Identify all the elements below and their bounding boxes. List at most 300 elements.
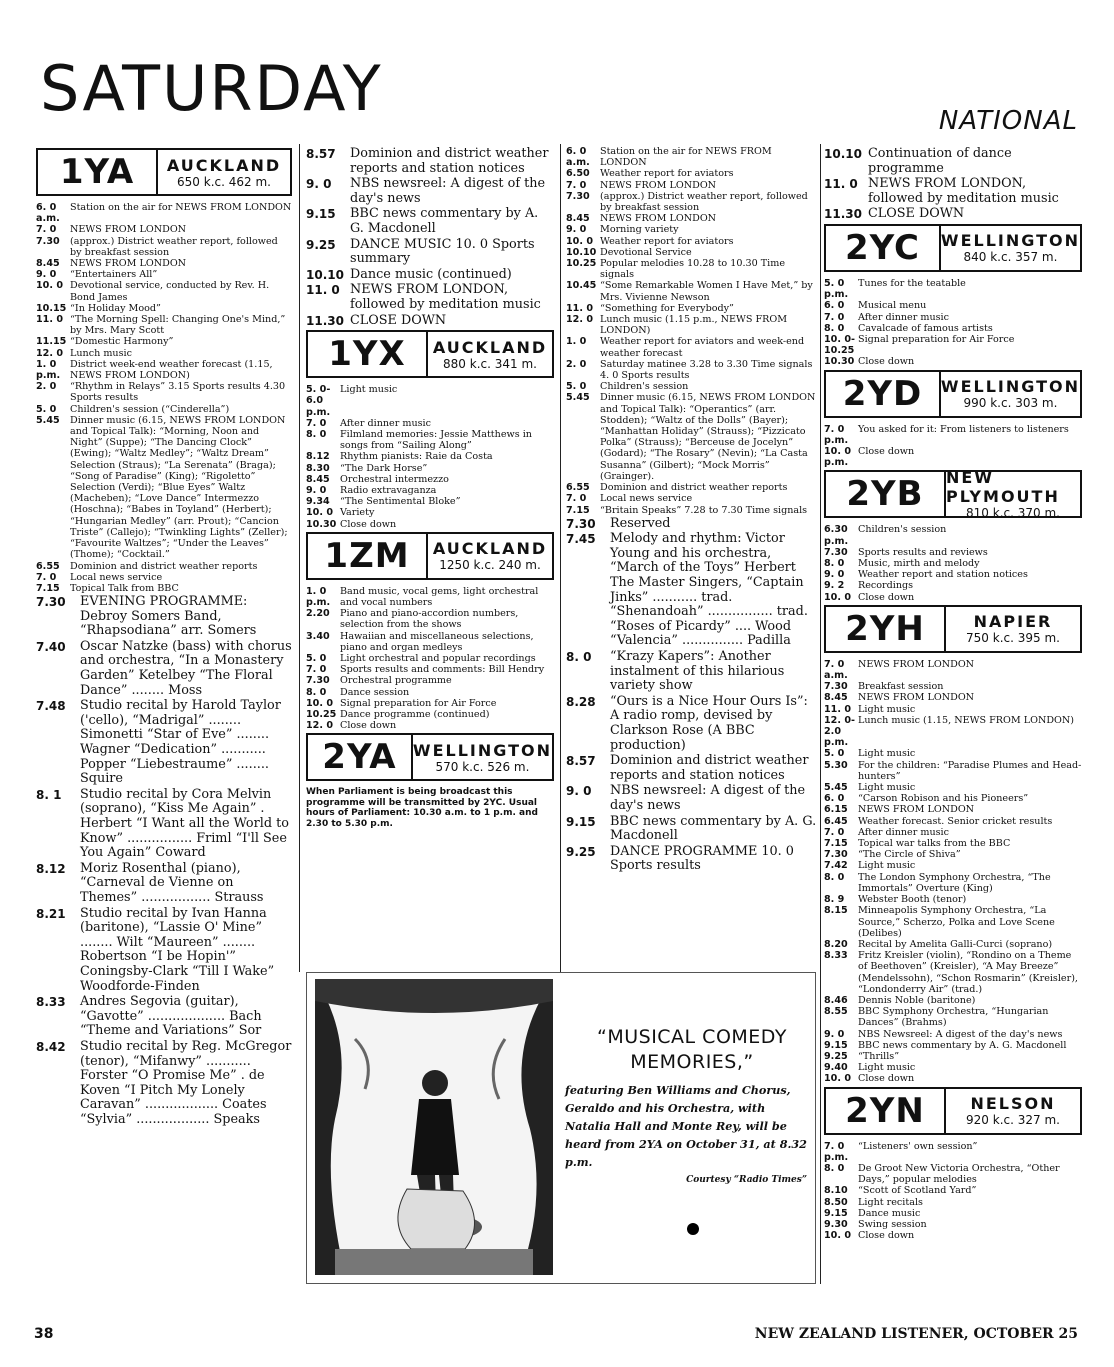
- programme-title: Light music: [340, 384, 398, 396]
- programme-item: [566, 314, 818, 336]
- programme-title: Studio recital by Cora Melvin (soprano), “Kiss Me Again” . Herbert “I Want all the World to Know” ................ Friml “I'll See You Again” Coward: [80, 786, 289, 861]
- programme-time: 6.55: [36, 560, 60, 572]
- programme-item: [824, 1163, 1082, 1185]
- programme-item: [306, 485, 554, 496]
- programme-item: [824, 1051, 1082, 1062]
- programme-item: [566, 224, 818, 235]
- programme-title: Signal preparation for Air Force: [858, 333, 1015, 345]
- programme-time: 12. 0: [306, 720, 334, 732]
- programme-time: 7. 0 p.m.: [824, 1140, 849, 1163]
- programme-title: NEWS FROM LONDON: [858, 804, 975, 816]
- column-divider: [820, 144, 821, 1284]
- programme-title: Recital by Amelita Galli-Curci (soprano): [858, 938, 1053, 950]
- programme-item: [306, 238, 554, 267]
- station-header-2yc: [824, 224, 1082, 272]
- programme-time: 7.45: [566, 532, 596, 547]
- station-frequency: 920 k.c. 327 m.: [966, 1113, 1060, 1128]
- network-label: NATIONAL: [938, 106, 1078, 136]
- programme-title: “Some Remarkable Women I Have Met,” by Mrs. Vivienne Newson: [600, 280, 813, 303]
- programme-time: 8.57: [306, 147, 336, 161]
- programme-title: Variety: [340, 507, 375, 519]
- programme-list: [824, 424, 1082, 469]
- programme-time: 9. 0: [566, 224, 587, 236]
- programme-time: 7.15: [36, 582, 60, 594]
- programme-title: NEWS FROM LONDON: [70, 224, 187, 236]
- programme-time: 2. 0: [36, 381, 57, 393]
- programme-item: [306, 664, 554, 675]
- programme-title: NBS newsreel: A digest of the day's news: [350, 176, 546, 206]
- programme-title: Dominion and district weather reports: [600, 482, 788, 494]
- programme-item: [566, 845, 818, 874]
- programme-title: Reserved: [610, 515, 671, 531]
- programme-title: Piano and piano-accordion numbers, selection from the shows: [340, 608, 519, 631]
- programme-title: Weather forecast. Senior cricket results: [858, 815, 1053, 827]
- programme-item: [824, 592, 1082, 603]
- programme-time: 8.33: [824, 950, 848, 962]
- programme-time: 7. 0: [36, 571, 57, 583]
- programme-title: BBC news commentary by A. G. Macdonell: [350, 206, 539, 236]
- station-logo: 2YN: [826, 1089, 946, 1133]
- programme-item: [824, 704, 1082, 715]
- programme-item: [824, 446, 1082, 468]
- programme-title: “The Circle of Shiva”: [858, 849, 961, 861]
- programme-item: [824, 1219, 1082, 1230]
- station-header-1zm: [306, 532, 554, 580]
- station-logo: 2YB: [826, 472, 946, 516]
- programme-list: [36, 595, 292, 1127]
- programme-title: Swing session: [858, 1218, 927, 1230]
- programme-time: 8.55: [824, 1006, 848, 1018]
- programme-item: [306, 451, 554, 462]
- programme-time: 5.45: [566, 392, 590, 404]
- programme-item: [306, 418, 554, 429]
- programme-item: [824, 1062, 1082, 1073]
- programme-time: 11. 0: [36, 314, 64, 326]
- programme-item: [566, 815, 818, 844]
- programme-item: [36, 258, 292, 269]
- programme-item: [824, 1230, 1082, 1241]
- programme-time: 6.50: [566, 168, 590, 180]
- programme-time: 10. 0: [36, 280, 64, 292]
- station-frequency: 750 k.c. 395 m.: [966, 631, 1060, 646]
- programme-item: [824, 659, 1082, 681]
- programme-time: 8.10: [824, 1185, 848, 1197]
- programme-item: [306, 507, 554, 518]
- programme-time: 12. 0: [566, 314, 594, 326]
- programme-time: 9. 0: [36, 269, 57, 281]
- programme-title: Sports results and reviews: [858, 546, 988, 558]
- programme-time: 1. 0 p.m.: [306, 585, 331, 608]
- programme-time: 9.30: [824, 1218, 848, 1230]
- programme-item: [36, 415, 292, 561]
- programme-time: 8.45: [566, 213, 590, 225]
- programme-time: 9.15: [824, 1207, 848, 1219]
- programme-item: [306, 147, 554, 176]
- programme-time: 8.45: [306, 473, 330, 485]
- programme-list: [566, 146, 818, 516]
- programme-time: 10.10: [306, 267, 344, 282]
- programme-time: 9. 0: [566, 784, 592, 799]
- programme-title: District week-end weather forecast (1.15, NEWS FROM LONDON): [70, 358, 273, 382]
- programme-time: 10. 0 p.m.: [824, 446, 852, 469]
- programme-title: Recordings: [858, 580, 914, 592]
- programme-time: 1. 0: [566, 336, 587, 348]
- programme-time: 5. 0: [566, 381, 587, 393]
- programme-time: 6. 0 a.m.: [566, 146, 590, 169]
- programme-item: [824, 1073, 1082, 1084]
- station-header-2yb: [824, 468, 1082, 521]
- programme-time: 10.30: [824, 356, 855, 368]
- programme-item: [566, 359, 818, 381]
- programme-item: [36, 572, 292, 583]
- programme-title: Topical war talks from the BBC: [858, 838, 1011, 850]
- programme-item: [566, 505, 818, 516]
- programme-time: 11. 0: [306, 283, 340, 298]
- programme-title: Musical menu: [858, 300, 927, 312]
- programme-time: 7. 0: [306, 664, 327, 676]
- programme-title: Local news service: [600, 493, 693, 505]
- programme-item: [566, 213, 818, 224]
- programme-item: [36, 303, 292, 314]
- programme-item: [566, 303, 818, 314]
- programme-title: Dominion and district weather reports and station notices: [610, 753, 809, 783]
- programme-title: BBC news commentary by A. G. Macdonell: [610, 813, 817, 844]
- programme-time: 6. 0: [824, 300, 845, 312]
- programme-time: 10.10: [566, 246, 597, 258]
- programme-item: [824, 300, 1082, 311]
- programme-title: Light music: [858, 748, 916, 760]
- programme-item: [824, 894, 1082, 905]
- programme-item: [824, 558, 1082, 569]
- programme-item: [824, 1040, 1082, 1051]
- programme-time: 5. 0: [306, 652, 327, 664]
- programme-item: [824, 872, 1082, 894]
- programme-title: Station on the air for NEWS FROM LONDON: [600, 146, 772, 169]
- programme-item: [566, 381, 818, 392]
- programme-title: Moriz Rosenthal (piano), “Carneval de Vienne on Themes” ................. Strauss: [80, 860, 264, 905]
- programme-item: [566, 392, 818, 482]
- programme-time: 11.15: [36, 336, 67, 348]
- programme-time: 7. 0: [566, 179, 587, 191]
- station-city: WELLINGTON: [940, 377, 1080, 397]
- programme-item: [824, 312, 1082, 323]
- programme-time: 5.45: [36, 414, 60, 426]
- programme-title: (approx.) District weather report, followed by breakfast session: [600, 190, 808, 214]
- programme-list: [824, 659, 1082, 1085]
- programme-title: DANCE MUSIC 10. 0 Sports summary: [350, 236, 535, 267]
- programme-time: 9.15: [306, 207, 336, 222]
- programme-list: [824, 278, 1082, 368]
- programme-time: 10.25: [306, 709, 337, 720]
- programme-time: 8. 0: [306, 428, 327, 440]
- programme-list: [36, 202, 292, 594]
- programme-item: [566, 146, 818, 168]
- programme-title: Close down: [858, 1073, 915, 1085]
- programme-title: For the children: “Paradise Plumes and Head-hunters”: [858, 759, 1082, 782]
- programme-title: “The Morning Spell: Changing One's Mind,” by Mrs. Mary Scott: [70, 314, 286, 337]
- programme-time: 8. 9: [824, 894, 845, 906]
- programme-time: 7.30: [36, 235, 60, 247]
- programme-title: Close down: [858, 356, 915, 368]
- programme-title: Tunes for the teatable: [858, 277, 966, 289]
- programme-title: Orchestral programme: [340, 675, 452, 687]
- programme-item: [824, 147, 1082, 176]
- programme-title: Devotional Service: [600, 246, 692, 258]
- programme-time: 8.33: [36, 995, 66, 1010]
- programme-time: 11. 0: [824, 703, 852, 715]
- programme-title: “Thrills”: [858, 1050, 900, 1062]
- programme-title: Dinner music (6.15, NEWS FROM LONDON and Topical Talk): “Operantics” (arr. Stodden); “Waltz of the Dolls” (Bayer); “Manhattan Holiday” (Strauss); “Pizzicato Polka” (Strauss); “Berceuse de Jocelyn” (Godard); “The Rosary” (Nevin); “La Casta Susanna” (Gilbert); “Mock Morris” (Grainger).: [600, 392, 816, 482]
- illustration: [315, 979, 553, 1275]
- programme-title: Devotional service, conducted by Rev. H. Bond James: [70, 280, 270, 303]
- programme-item: [306, 608, 554, 630]
- programme-time: 6. 0: [824, 793, 845, 805]
- programme-title: Band music, vocal gems, light orchestral and vocal numbers: [340, 585, 539, 608]
- station-header-2yh: [824, 605, 1082, 653]
- programme-item: [566, 754, 818, 783]
- programme-item: [824, 838, 1082, 849]
- bullet-dot: [687, 1223, 699, 1235]
- programme-time: 10. 0: [306, 507, 334, 519]
- programme-title: Dominion and district weather reports: [70, 560, 258, 572]
- programme-item: [824, 816, 1082, 827]
- programme-item: [824, 207, 1082, 222]
- programme-title: NEWS FROM LONDON, followed by meditation music: [868, 176, 1059, 206]
- station-frequency: 1250 k.c. 240 m.: [439, 558, 541, 573]
- programme-title: Local news service: [70, 571, 163, 583]
- programme-time: 5.45: [824, 782, 848, 794]
- programme-time: 6. 0 a.m.: [36, 202, 60, 225]
- programme-item: [824, 748, 1082, 759]
- programme-time: 7.30: [566, 190, 590, 202]
- programme-time: 5. 0-6.0 p.m.: [306, 384, 331, 418]
- programme-time: 8.45: [824, 692, 848, 704]
- programme-title: “Britain Speaks” 7.28 to 7.30 Time signals: [600, 504, 808, 516]
- programme-item: [36, 640, 292, 698]
- programme-time: 9. 2: [824, 580, 845, 592]
- programme-item: [306, 429, 554, 451]
- programme-time: 10.10: [824, 147, 862, 161]
- programme-item: [306, 207, 554, 236]
- programme-list: [566, 517, 818, 874]
- programme-time: 10. 0: [566, 235, 594, 247]
- programme-title: Close down: [858, 1230, 915, 1242]
- station-frequency: 570 k.c. 526 m.: [435, 759, 530, 774]
- programme-time: 8. 0: [824, 322, 845, 334]
- programme-item: [36, 995, 292, 1039]
- programme-item: [306, 268, 554, 283]
- programme-title: After dinner music: [858, 826, 949, 838]
- programme-item: [306, 474, 554, 485]
- programme-title: After dinner music: [858, 311, 949, 323]
- programme-time: 8.21: [36, 906, 66, 921]
- station-logo: 2YA: [308, 735, 413, 779]
- programme-item: [306, 314, 554, 329]
- programme-title: “Rhythm in Relays” 3.15 Sports results 4.30 Sports results: [70, 381, 286, 404]
- programme-item: [824, 547, 1082, 558]
- programme-time: 8. 0: [824, 1162, 845, 1174]
- programme-item: [824, 323, 1082, 334]
- programme-title: Minneapolis Symphony Orchestra, “La Source,” Scherzo, Polka and Love Scene (Delibes): [858, 905, 1055, 939]
- programme-time: 7.40: [36, 639, 66, 654]
- programme-item: [566, 532, 818, 649]
- station-city: WELLINGTON: [412, 740, 552, 760]
- programme-title: Light music: [858, 782, 916, 794]
- programme-list: [824, 1141, 1082, 1242]
- programme-time: 12. 0: [36, 347, 64, 359]
- programme-title: Light orchestral and popular recordings: [340, 652, 536, 664]
- programme-title: “In Holiday Mood”: [70, 302, 161, 314]
- programme-list: [306, 147, 554, 328]
- programme-time: 7.30: [824, 546, 848, 558]
- programme-title: CLOSE DOWN: [868, 206, 965, 222]
- programme-title: Hawaiian and miscellaneous selections, piano and organ medleys: [340, 630, 534, 653]
- programme-time: 9. 0: [824, 569, 845, 581]
- parliament-note: When Parliament is being broadcast this programme will be transmitted by 2YC. Usual hours of Parliament: 10.30 a.m. to 1 p.m. and 2.30 to 5.30 p.m.: [306, 787, 538, 829]
- programme-time: 5. 0 p.m.: [824, 277, 849, 301]
- programme-time: 8. 0: [566, 650, 592, 665]
- programme-title: Music, mirth and melody: [858, 558, 980, 570]
- programme-item: [824, 827, 1082, 838]
- programme-time: 8.57: [566, 754, 596, 769]
- programme-time: 7.30: [824, 849, 848, 861]
- programme-item: [566, 258, 818, 280]
- programme-item: [306, 698, 554, 709]
- programme-time: 6.30 p.m.: [824, 524, 849, 547]
- programme-title: Melody and rhythm: Victor Young and his orchestra, “March of the Toys” Herbert The Master Singers, “Captain Jinks” ........... trad. “Shenandoah” ................ trad. “Roses of Picardy” .... Wood “Valencia” ............... Padilla: [610, 531, 808, 649]
- programme-time: 10. 0-10.25: [824, 333, 855, 357]
- programme-item: [36, 236, 292, 258]
- station-frequency: 810 k.c. 370 m.: [966, 506, 1060, 521]
- programme-title: NEWS FROM LONDON: [600, 213, 717, 225]
- column-divider: [299, 144, 300, 972]
- programme-title: BBC Symphony Orchestra, “Hungarian Dances” (Brahms): [858, 1006, 1049, 1029]
- station-logo: 1ZM: [308, 534, 428, 578]
- programme-item: [306, 720, 554, 731]
- programme-item: [36, 269, 292, 280]
- station-city: NEW PLYMOUTH: [946, 468, 1060, 507]
- column-divider: [560, 144, 561, 972]
- programme-title: “Scott of Scotland Yard”: [858, 1185, 977, 1197]
- programme-item: [824, 334, 1082, 356]
- programme-title: Sports results and comments: Bill Hendry: [340, 664, 545, 676]
- programme-item: [824, 1141, 1082, 1163]
- programme-title: Breakfast session: [858, 681, 944, 693]
- programme-title: CLOSE DOWN: [350, 312, 447, 328]
- programme-title: Light music: [858, 1062, 916, 1074]
- programme-title: Station on the air for NEWS FROM LONDON: [70, 202, 292, 213]
- station-header-2yn: [824, 1087, 1082, 1135]
- programme-item: [306, 177, 554, 206]
- programme-item: [306, 384, 554, 418]
- programme-time: 7. 0: [824, 826, 845, 838]
- programme-title: Weather report for aviators and week-end weather forecast: [600, 336, 805, 359]
- programme-title: Rhythm pianists: Raie da Costa: [340, 451, 493, 463]
- programme-item: [824, 681, 1082, 692]
- programme-title: Dance session: [340, 686, 410, 698]
- station-city: AUCKLAND: [432, 337, 548, 357]
- programme-item: [566, 280, 818, 302]
- programme-time: 6.15: [824, 804, 848, 816]
- programme-time: 7. 0: [306, 417, 327, 429]
- programme-title: Dinner music (6.15, NEWS FROM LONDON and Topical Talk): “Morning, Noon and Night” (Suppe); “The Dancing Clock” (Ewing); “Waltz Medley”; “Waltz Dream” Selection (Straus); “La Serenata” (Braga); “Song of Paradise” (King); “Rigoletto” Selection (Verdi); “Blue Eyes” Waltz (Macheben); “Love Dance” Intermezzo (Hoschna); “Babes in Toyland” (Herbert); “Hungarian Medley” (arr. Prout); “Cancion Triste” (Callejo); “Twinkling Lights” (Zeller); “Favourite Waltzes”; “Under the Leaves” (Thome); “Cocktail.”: [70, 414, 288, 561]
- programme-time: 5.30: [824, 759, 848, 771]
- programme-title: “Something for Everybody”: [600, 302, 734, 314]
- programme-time: 10.45: [566, 280, 597, 292]
- programme-title: Dance programme (continued): [340, 709, 490, 720]
- station-header-2yd: [824, 370, 1082, 418]
- programme-time: 9.40: [824, 1062, 848, 1074]
- programme-time: 11. 0: [566, 302, 594, 314]
- station-logo: 2YC: [826, 226, 941, 270]
- programme-item: [306, 687, 554, 698]
- programme-item: [306, 653, 554, 664]
- programme-title: Weather report and station notices: [858, 569, 1028, 581]
- station-logo: 2YH: [826, 607, 946, 651]
- programme-title: De Groot New Victoria Orchestra, “Other Days,” popular melodies: [858, 1162, 1060, 1186]
- programme-item: [824, 524, 1082, 546]
- programme-item: [36, 314, 292, 336]
- programme-item: [566, 191, 818, 213]
- programme-title: Andres Segovia (guitar), “Gavotte” ................... Bach “Theme and Variations” Sor: [80, 994, 262, 1039]
- programme-time: 8.12: [36, 861, 66, 876]
- page-title: SATURDAY: [40, 52, 383, 125]
- programme-time: 7.30: [36, 595, 66, 610]
- programme-time: 7.30: [566, 516, 596, 531]
- programme-title: Children's session: [600, 381, 689, 393]
- programme-title: Oscar Natzke (bass) with chorus and orchestra, “In a Monastery Garden” Ketelbey “The Floral Dance” ........ Moss: [80, 638, 292, 698]
- programme-title: DANCE PROGRAMME 10. 0 Sports results: [610, 843, 794, 874]
- programme-time: 9.15: [824, 1039, 848, 1051]
- programme-item: [824, 804, 1082, 815]
- programme-title: “The Sentimental Bloke”: [340, 496, 461, 508]
- station-city: NAPIER: [973, 612, 1053, 632]
- programme-time: 9.25: [566, 844, 596, 859]
- programme-item: [306, 631, 554, 653]
- programme-title: Lunch music (1.15 p.m., NEWS FROM LONDON): [600, 314, 788, 337]
- station-frequency: 880 k.c. 341 m.: [443, 356, 537, 371]
- programme-title: Lunch music: [70, 347, 132, 359]
- programme-time: 11. 0: [824, 177, 858, 192]
- programme-time: 7. 0 p.m.: [824, 423, 849, 446]
- programme-item: [566, 247, 818, 258]
- station-city: AUCKLAND: [432, 539, 548, 559]
- programme-item: [36, 699, 292, 787]
- programme-title: NBS Newsreel: A digest of the day's news: [858, 1028, 1063, 1040]
- programme-item: [36, 224, 292, 235]
- programme-title: After dinner music: [340, 417, 431, 429]
- programme-time: 8.30: [306, 462, 330, 474]
- programme-time: 8. 0: [824, 558, 845, 570]
- programme-title: Light recitals: [858, 1196, 923, 1208]
- programme-title: Studio recital by Reg. McGregor (tenor), “Mifanwy” ........... Forster “O Promise Me” . de Koven “I Pitch My Lonely Caravan” .................. Coates “Sylvia” .................. Speaks: [80, 1038, 292, 1127]
- station-frequency: 650 k.c. 462 m.: [177, 174, 271, 189]
- station-logo: 1YA: [38, 150, 158, 194]
- programme-item: [824, 1029, 1082, 1040]
- programme-title: Saturday matinee 3.28 to 3.30 Time signals 4. 0 Sports results: [600, 358, 813, 382]
- programme-item: [824, 995, 1082, 1006]
- programme-item: [566, 695, 818, 753]
- programme-title: Popular melodies 10.28 to 10.30 Time signals: [600, 258, 786, 281]
- programme-title: Lunch music (1.15, NEWS FROM LONDON): [858, 714, 1075, 726]
- programme-list: [824, 524, 1082, 602]
- programme-item: [824, 905, 1082, 939]
- programme-title: Radio extravaganza: [340, 484, 437, 496]
- programme-list: [306, 586, 554, 732]
- programme-time: 7.30: [306, 675, 330, 687]
- programme-title: Webster Booth (tenor): [858, 894, 967, 906]
- programme-item: [36, 907, 292, 995]
